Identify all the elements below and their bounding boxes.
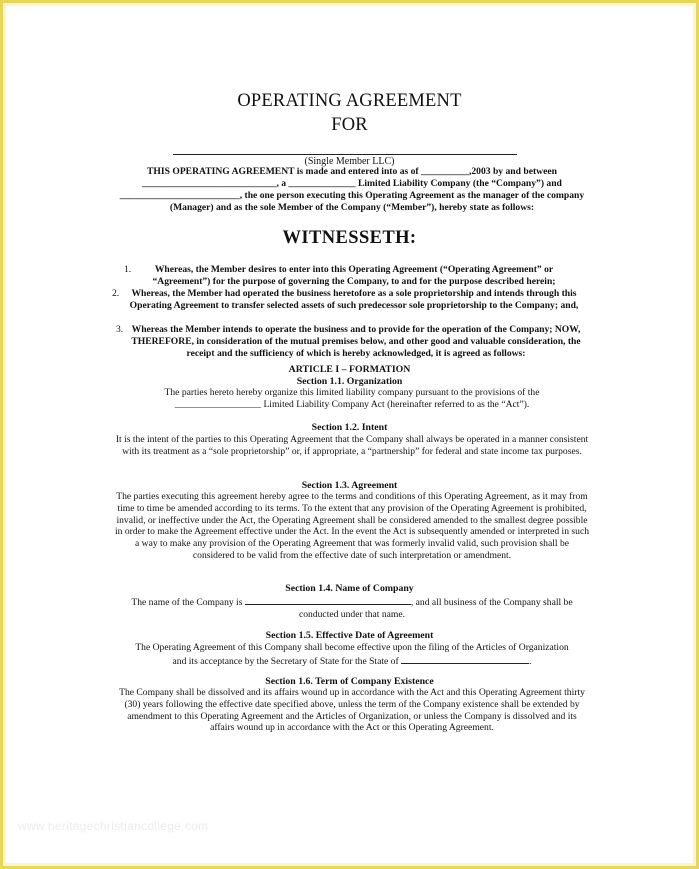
company-name-signature-line [173, 154, 517, 155]
intro-paragraph [111, 166, 593, 214]
recital-1 [124, 264, 572, 288]
recital-text: Whereas, the Member desires to enter into this Operating Agreement (“Operating Agreement” or “Agreement”) for the purpose of governing the Company, to and for the purpose described herein; [152, 264, 556, 287]
document-subtitle: (Single Member LLC) [304, 156, 395, 167]
document-page [6, 6, 693, 863]
section-1-3-body: The parties executing this agreement hereby agree to the terms and conditions of this Operating Agreement, as it may from time to time be amended according to its terms. To the extent that any provision of the Operating Agreement is prohibited, invalid, or ineffective under the Act, the Operating Agreement shall be considered amended to the smallest degree possible in order to make the Agreement effective under the Act. In the event the Act is subsequently amended or interpreted in such a way to make any provision of the Operating Agreement that was formerly invalid valid, such provision shall be considered to be valid from the effective date of such interpretation or amendment. [114, 491, 590, 561]
section-1-2-body: It is the intent of the parties to this Operating Agreement that the Company shall always be operated in a manner consistent with its treatment as a “sole proprietorship” or, if appropriate, a “partnership” for federal and state income tax purposes. [115, 434, 589, 457]
recital-text: Whereas, the Member had operated the business heretofore as a sole proprietorship and intends through this Operating Agreement to transfer selected assets of such predecessor sole proprietorship to the Company; and, [129, 288, 579, 311]
section-1-3-heading: Section 1.3. Agreement [301, 480, 398, 491]
intro-line-4: (Manager) and as the sole Member of the Company (“Member”), hereby state as follows: [169, 202, 535, 213]
section-1-6-body: The Company shall be dissolved and its affairs wound up in accordance with the Act and this Operating Agreement thirty (30) years following the effective date specified above, unless the term of the Company existence shall be extended by amendment to this Operating Agreement and the Articles of Organization, or unless the Company is dissolved and its affairs wound up in accordance with the Act or this Operating Agreement. [119, 687, 585, 734]
section-1-1-line-2: __________________ Limited Liability Company Act (hereinafter referred to as the “Act”). [174, 398, 530, 410]
state-name-blank [401, 654, 529, 664]
section-1-1-line-1: The parties hereto hereby organize this limited liability company pursuant to the provisions of the [164, 387, 540, 398]
state-label: and its acceptance by the Secretary of State for the State of [172, 655, 399, 667]
intro-line-1: THIS OPERATING AGREEMENT is made and entered into as of __________,2003 by and between [147, 166, 557, 177]
watermark-text: www.heritagechristiancollege.com [18, 819, 209, 833]
document-frame-inner [3, 3, 696, 866]
article-title: ARTICLE I – FORMATION [288, 364, 411, 375]
section-1-5-line-2 [114, 654, 590, 668]
section-1-4-line-1 [114, 595, 590, 609]
section-1-4-heading: Section 1.4. Name of Company [285, 583, 414, 594]
intro-line-3: _________________________, the one person executing this Operating Agreement as the manager of the company [119, 190, 585, 201]
intro-line-2: ____________________________, a ______________ Limited Liability Company (the “Company”) and [142, 178, 562, 189]
section-1-4-body [114, 595, 590, 621]
recital-number: 3. [116, 324, 124, 335]
document-content [6, 6, 693, 863]
section-1-5-body [114, 642, 590, 668]
section-1-5-line-1: The Operating Agreement of this Company shall become effective upon the filing of the Articles of Organization [135, 642, 569, 653]
company-name-blank [245, 595, 411, 605]
recital-text: Whereas the Member intends to operate the business and to provide for the operation of the Company; NOW, THEREFORE, in consideration of the mutual premises below, and other good and valuable consideration, the receipt and the sufficiency of which is hereby acknowledged, it is agreed as follows: [131, 324, 581, 359]
document-title-line1: OPERATING AGREEMENT [237, 91, 462, 111]
section-1-6-heading: Section 1.6. Term of Company Existence [265, 676, 434, 687]
recital-3 [116, 324, 586, 359]
recital-number: 2. [112, 288, 120, 299]
state-period: . [529, 655, 532, 667]
section-1-2-heading: Section 1.2. Intent [311, 422, 388, 433]
recital-2 [112, 288, 584, 312]
section-1-4-line-2: conducted under that name. [298, 608, 406, 620]
company-name-continuation: , and all business of the Company shall be [410, 597, 573, 608]
document-title-line2: FOR [331, 115, 368, 135]
section-1-5-heading: Section 1.5. Effective Date of Agreement [265, 630, 434, 641]
recital-number: 1. [124, 264, 132, 275]
witnesseth-heading: WITNESSETH: [282, 228, 417, 248]
section-1-1-body [114, 387, 590, 411]
section-1-1-heading: Section 1.1. Organization [296, 376, 403, 387]
company-name-label: The name of the Company is [131, 597, 243, 608]
